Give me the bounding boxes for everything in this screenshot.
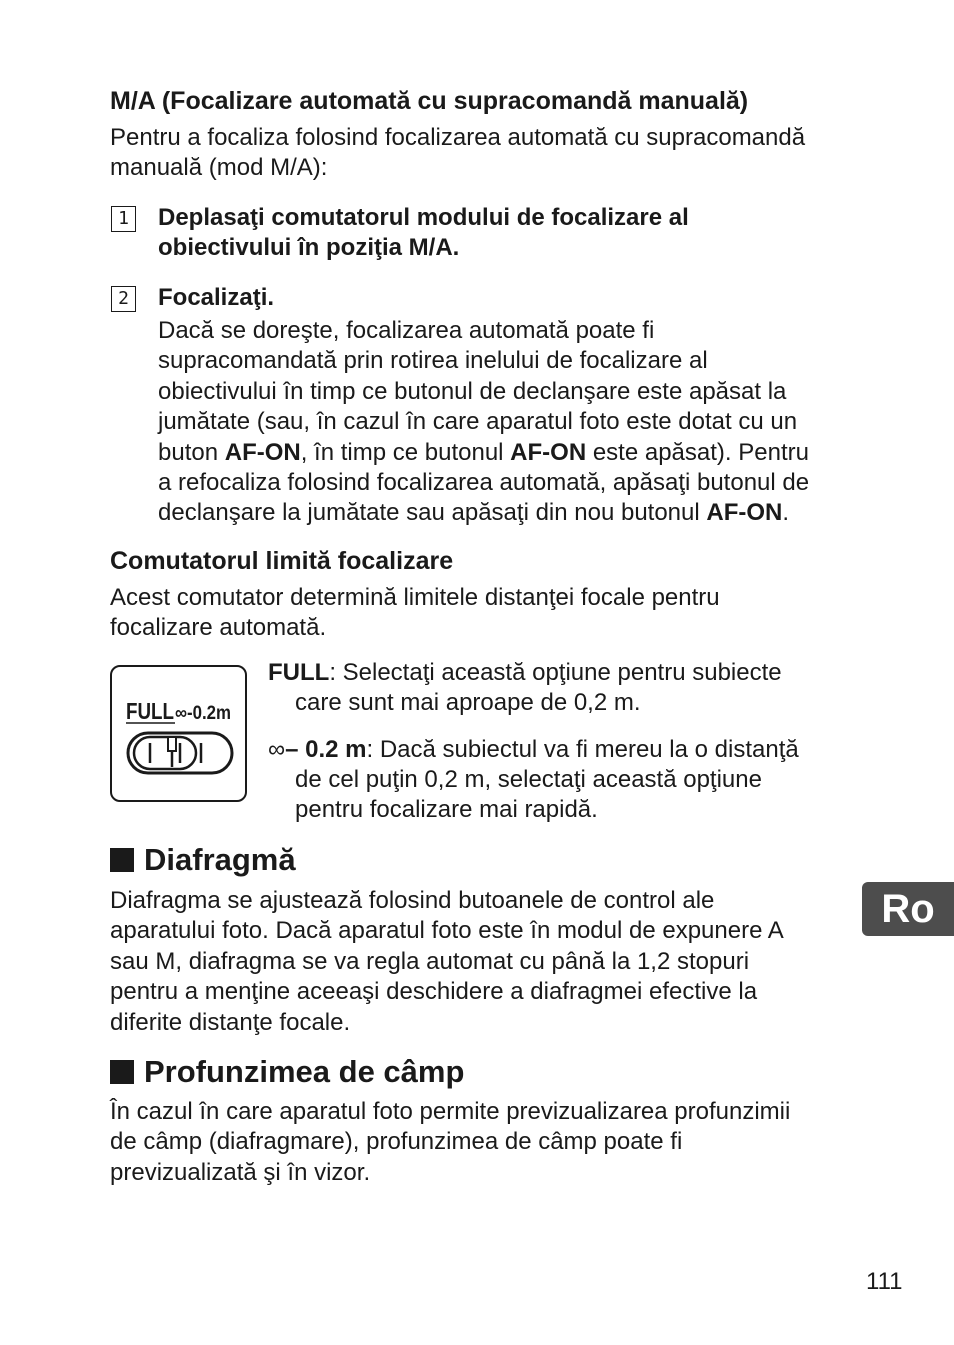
step-2-body-line-5-part-c: , în timp ce butonul (300, 438, 511, 466)
ma-intro-line-1: Pentru a focaliza folosind focalizarea automată cu supracomandă (110, 124, 806, 151)
step-1-title-line-2: obiectivului în poziţia M/A. (158, 234, 460, 261)
diaphragm-line-5: diferite distanţe focale. (110, 1008, 351, 1036)
step-2-body (158, 316, 809, 529)
section-square-icon (110, 848, 134, 872)
option-infinity-line-3: pentru focalizare mai rapidă. (295, 796, 598, 823)
limit-heading: Comutatorul limită focalizare (110, 547, 454, 575)
dof-heading-text: Profunzimea de câmp (144, 1054, 465, 1089)
step-2-body-line-6: a refocaliza folosind focalizarea automată, apăsaţi butonul de (158, 469, 810, 497)
option-full-line-2: care sunt mai aproape de 0,2 m. (295, 689, 641, 716)
option-full-line-1 (268, 658, 782, 688)
dof-line-2: de câmp (diafragmare), profunzimea de câmp poate fi (110, 1128, 683, 1156)
diaphragm-heading (110, 842, 296, 878)
section-square-icon (110, 1060, 134, 1084)
dof-line-1: În cazul în care aparatul foto permite previzualizarea profunzimii (110, 1098, 791, 1125)
step-2-body-line-7 (158, 498, 809, 528)
step-2-body-line-7-part-c: . (782, 499, 790, 527)
option-infinity (268, 735, 799, 825)
ma-intro (110, 123, 805, 184)
step-2-body-line-3: obiectivului în timp ce butonul de declanşare este apăsat la (158, 377, 787, 405)
page-number: 111 (866, 1268, 903, 1295)
focus-limit-switch-icon (112, 667, 245, 800)
option-infinity-key: – 0.2 m (285, 736, 367, 763)
step-2-body-line-5-part-e: este apăsat). Pentru (586, 438, 809, 466)
option-full-key: FULL (268, 659, 330, 686)
ma-intro-line-2: manuală (mod M/A): (110, 154, 328, 182)
limit-intro (110, 583, 720, 644)
limit-intro-line-1: Acest comutator determină limitele distanţei focale pentru (110, 584, 720, 611)
option-infinity-line-1 (268, 735, 799, 765)
focus-limit-switch-illustration (110, 665, 247, 802)
step-2-body-line-4: jumătate (sau, în cazul în care aparatul foto este dotat cu un (158, 408, 798, 436)
diaphragm-line-2: aparatului foto. Dacă aparatul foto este în modul de expunere A (110, 917, 784, 945)
step-1-number: 1 (111, 206, 136, 232)
af-on-button-label: AF-ON (706, 499, 783, 527)
option-infinity-line-2: de cel puţin 0,2 m, selectaţi această opţiune (295, 766, 762, 793)
switch-label-full: FULL (126, 698, 174, 724)
dof-heading (110, 1054, 464, 1090)
step-2-body-line-2: supracomandată prin rotirea inelului de focalizare al (158, 347, 708, 375)
diaphragm-heading-text: Diafragmă (144, 842, 296, 877)
diaphragm-line-1: Diafragma se ajustează folosind butoanele de control ale (110, 887, 715, 914)
diaphragm-line-4: pentru a menţine aceeaşi deschidere a diafragmei efective la (110, 978, 758, 1006)
step-2-number: 2 (111, 286, 136, 312)
step-2-title: Focalizaţi. (158, 284, 275, 311)
language-tab: Ro (862, 882, 954, 936)
step-2-body-line-5-part-a: buton (158, 438, 225, 466)
step-1-title-line-1: Deplasaţi comutatorul modului de focalizare al (158, 204, 689, 231)
step-2-body-line-5 (158, 438, 809, 468)
switch-label-range: ∞-0.2m (175, 703, 231, 724)
dof-body (110, 1097, 790, 1188)
diaphragm-line-3: sau M, diafragma se va regla automat cu până la 1,2 stopuri (110, 947, 750, 975)
af-on-button-label: AF-ON (224, 438, 301, 466)
step-2-body-line-7-part-a: declanşare la jumătate sau apăsaţi din nou butonul (158, 499, 707, 527)
af-on-button-label: AF-ON (510, 438, 587, 466)
dof-line-3: previzualizată şi în vizor. (110, 1158, 371, 1186)
option-full-text-1: : Selectaţi această opţiune pentru subiecte (329, 659, 782, 686)
limit-intro-line-2: focalizare automată. (110, 614, 327, 642)
step-1-title (158, 203, 689, 263)
option-full (268, 658, 782, 718)
option-infinity-text-1: : Dacă subiectul va fi mereu la o distanţă (366, 736, 799, 763)
diaphragm-body (110, 886, 784, 1038)
infinity-icon: ∞ (268, 736, 286, 763)
step-2-body-line-1: Dacă se doreşte, focalizarea automată poate fi (158, 317, 655, 344)
ma-heading: M/A (Focalizare automată cu supracomandă manuală) (110, 87, 749, 115)
